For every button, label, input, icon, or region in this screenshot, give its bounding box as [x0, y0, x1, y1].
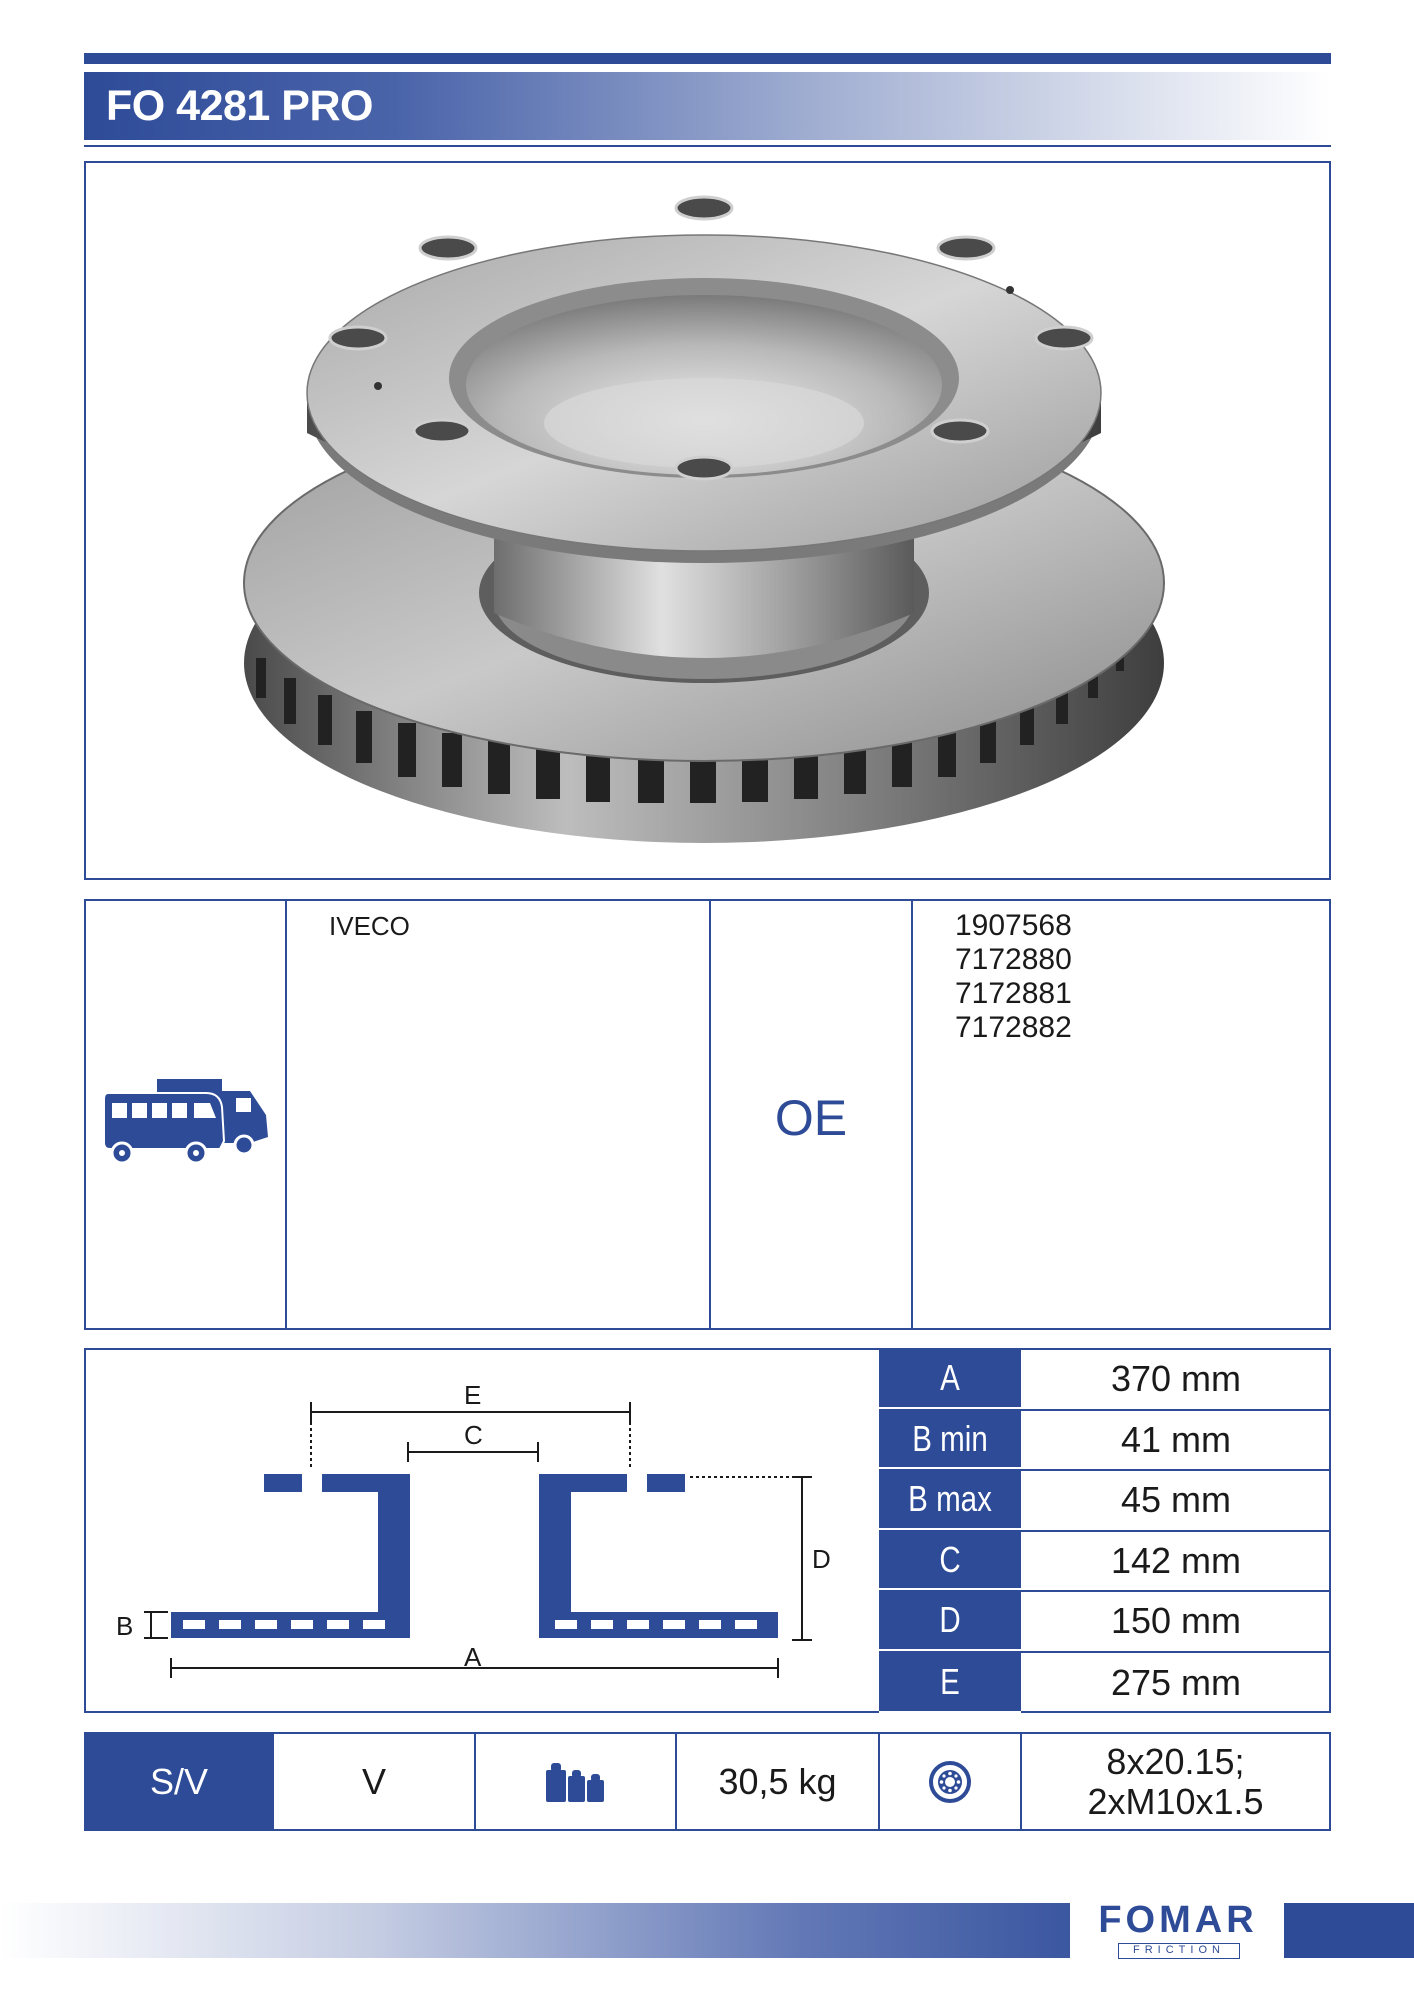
dimension-label: B min	[879, 1411, 1021, 1470]
cross-section-diagram	[86, 1350, 879, 1711]
label-a: A	[464, 1642, 482, 1672]
brand-subtitle: FRICTION	[1118, 1943, 1240, 1959]
weight-value-cell: 30,5 kg	[677, 1734, 880, 1829]
oe-number: 7172881	[955, 977, 1072, 1010]
dimensions-panel	[84, 1348, 1331, 1713]
type-value-cell: V	[274, 1734, 476, 1829]
bolt-icon-cell	[880, 1734, 1022, 1829]
brake-disc-icon	[86, 163, 1329, 878]
dimension-value: 142 mm	[1110, 1539, 1242, 1581]
dimension-label: C	[879, 1532, 1021, 1591]
oe-number: 7172882	[955, 1011, 1072, 1044]
label-b: B	[116, 1611, 134, 1641]
label-c: C	[464, 1420, 483, 1450]
label-e: E	[464, 1380, 482, 1410]
dimension-value: 41 mm	[1120, 1418, 1232, 1460]
dimension-label: B max	[879, 1471, 1021, 1530]
oe-label: OE	[774, 1090, 848, 1146]
oe-number: 7172880	[955, 943, 1072, 976]
dimensions-table	[879, 1350, 1331, 1711]
footer-blue-block	[1284, 1903, 1414, 1958]
bolt-pattern-cell	[1022, 1734, 1329, 1829]
title-underline	[84, 145, 1331, 147]
label-d: D	[812, 1544, 831, 1574]
product-image-panel	[84, 161, 1331, 880]
bolt-pattern-line: 8x20.15;	[1106, 1740, 1245, 1782]
footer-gradient-band	[0, 1903, 1070, 1958]
dimension-value: 150 mm	[1110, 1600, 1242, 1642]
brand-logo	[1080, 1897, 1276, 1961]
dimension-label: D	[879, 1592, 1021, 1651]
make-cell	[287, 901, 711, 1328]
page-title: FO 4281 PRO	[106, 82, 373, 130]
dimension-row	[879, 1471, 1331, 1532]
bolt-pattern-line: 2xM10x1.5	[1087, 1780, 1264, 1822]
dimension-value: 45 mm	[1120, 1479, 1232, 1521]
dimension-row	[879, 1411, 1331, 1472]
weight-icon-cell	[476, 1734, 677, 1829]
dimension-row	[879, 1592, 1331, 1653]
bus-and-truck-icon	[102, 1071, 272, 1171]
vehicle-type-cell	[86, 901, 287, 1328]
oe-number-list	[955, 909, 1072, 1045]
header-top-bar	[84, 53, 1331, 64]
dimension-label: A	[879, 1350, 1021, 1409]
dimension-row	[879, 1653, 1331, 1714]
specs-panel	[84, 1732, 1331, 1831]
dimension-value: 275 mm	[1110, 1661, 1242, 1703]
oe-label-cell	[711, 901, 913, 1328]
oe-numbers-cell	[913, 901, 1329, 1328]
weights-icon	[544, 1760, 608, 1804]
dimension-label: E	[879, 1653, 1021, 1714]
oe-number: 1907568	[955, 909, 1072, 942]
brand-name: FOMAR	[1098, 1899, 1258, 1941]
application-panel	[84, 899, 1331, 1330]
dimension-row	[879, 1532, 1331, 1593]
type-label-cell: S/V	[86, 1734, 274, 1829]
dimension-value: 370 mm	[1110, 1358, 1242, 1400]
vehicle-make: IVECO	[329, 911, 410, 941]
hub-bolt-icon	[928, 1760, 972, 1804]
title-band	[84, 72, 1331, 140]
dimension-row	[879, 1350, 1331, 1411]
